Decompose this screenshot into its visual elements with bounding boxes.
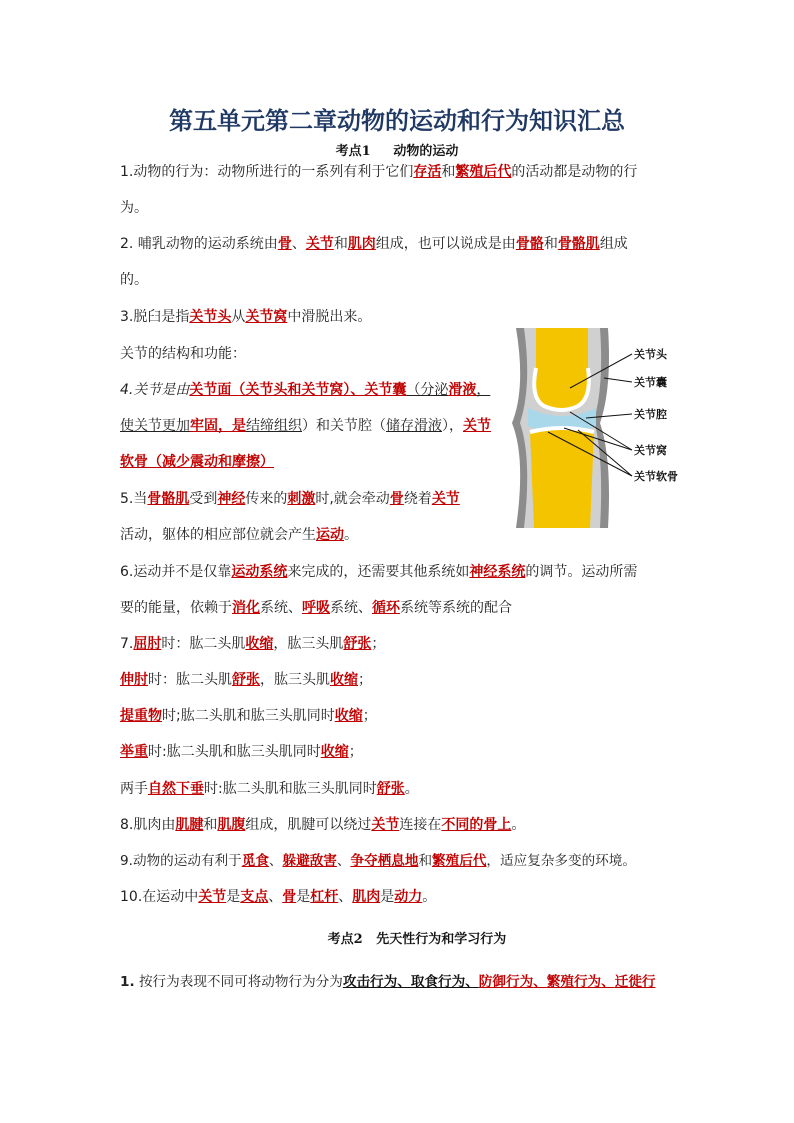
text-run: 繁殖后代 <box>455 164 512 180</box>
text-run: 组成，肌腱可以绕过 <box>245 817 372 833</box>
text-run: 的调节。运动所需 <box>525 564 638 580</box>
text-run: 软骨（减少震动和摩擦） <box>120 454 274 470</box>
paragraph-2-line-1 <box>120 234 628 254</box>
text-run: 储存滑液 <box>386 418 442 434</box>
text-run: 攻击行为 <box>342 974 398 990</box>
text-run: 骨 <box>277 236 292 252</box>
text-run: 骨骼 <box>515 236 544 252</box>
text-run: ，肱三头肌 <box>260 672 330 688</box>
text-run: 运动 <box>316 527 344 543</box>
text-run: 、 <box>268 889 283 905</box>
paragraph-3 <box>120 307 371 327</box>
text-run: 为。 <box>120 200 148 216</box>
text-run: 骨骼肌 <box>557 236 600 252</box>
text-run: 骨 <box>389 491 404 507</box>
text-run: ； <box>348 744 363 760</box>
section-name: 动物的运动 <box>393 144 459 159</box>
text-run: 关节头 <box>189 309 232 325</box>
text-run: 自然下垂 <box>148 781 204 797</box>
text-run: 2. 哺乳动物的运动系统由 <box>120 236 278 252</box>
section-label: 考点1 <box>335 144 371 159</box>
text-run: 组成 <box>599 236 628 252</box>
text-run: 系统、 <box>260 600 302 616</box>
text-run: ； <box>371 636 386 652</box>
text-run: 觅食 <box>241 853 269 869</box>
text-run: 6.运动并不是仅靠 <box>120 564 232 580</box>
text-run: 舒张 <box>232 672 260 688</box>
text-run: 、 <box>336 853 351 869</box>
paragraph-5-line-1 <box>120 489 460 509</box>
text-run: 。 <box>344 527 358 543</box>
text-run: 运动系统 <box>231 564 288 580</box>
paragraph-4-line-2 <box>120 416 491 436</box>
question-1 <box>120 972 656 992</box>
section-name: 先天性行为和学习行为 <box>376 932 507 947</box>
text-run: 肌肉 <box>352 889 381 905</box>
paragraph-10 <box>120 887 436 907</box>
text-run: 。 <box>511 817 526 833</box>
paragraph-1-line-1 <box>120 162 637 182</box>
label-joint-capsule: 关节囊 <box>634 376 667 389</box>
text-run: 收缩 <box>334 708 363 724</box>
text-run: ； <box>362 708 377 724</box>
text-run: 舒张 <box>376 781 405 797</box>
text-run: ）和关节腔（ <box>302 418 386 434</box>
text-run: 和 <box>203 817 218 833</box>
text-run: 存活 <box>413 164 442 180</box>
paragraph-7-extend <box>120 670 372 690</box>
text-run: 的活动都是动物的行 <box>511 164 638 180</box>
text-run: 时;肱二头肌和肱三头肌同时 <box>162 708 335 724</box>
text-run: 5.当 <box>120 491 148 507</box>
text-run: 连接在 <box>399 817 442 833</box>
text-run: 肌腱 <box>175 817 204 833</box>
text-run: 举重 <box>120 744 148 760</box>
label-joint-cartilage: 关节软骨 <box>634 470 678 483</box>
page-title: 第五单元第二章动物的运动和行为知识汇总 <box>169 107 625 135</box>
text-run: 传来的 <box>245 491 288 507</box>
paragraph-7-weightlift <box>120 742 363 762</box>
text-run: 、 <box>291 236 306 252</box>
text-run: 绕着 <box>403 491 432 507</box>
bone-lower <box>530 428 594 528</box>
text-run: 1. <box>120 974 135 990</box>
paragraph-7-lift <box>120 706 377 726</box>
text-run: 神经 <box>217 491 246 507</box>
text-run: 骨 <box>282 889 297 905</box>
text-run: 关节 <box>305 236 334 252</box>
text-run: 收缩 <box>320 744 349 760</box>
text-run: 要的能量，依赖于 <box>120 600 232 616</box>
text-run: 7. <box>120 636 134 652</box>
text-run: 、 <box>601 974 615 990</box>
text-run: 不同的骨上 <box>441 817 512 833</box>
paragraph-4-line-1 <box>120 380 490 400</box>
text-run: 、 <box>350 382 365 398</box>
text-run: 两手 <box>120 781 148 797</box>
paragraph-4-line-3 <box>120 452 274 472</box>
joint-structure-heading <box>120 344 246 364</box>
text-run: 牢固，是 <box>190 418 246 434</box>
text-run: 系统、 <box>330 600 372 616</box>
label-joint-cavity: 关节腔 <box>634 408 667 421</box>
section-heading-2 <box>0 928 794 947</box>
text-run: 10.在运动中 <box>120 889 199 905</box>
text-run: 的。 <box>120 272 148 288</box>
paragraph-7-hang <box>120 779 419 799</box>
text-run: 防御行为 <box>478 974 534 990</box>
text-run: 关节囊 <box>364 382 407 398</box>
text-run: 时：肱二头肌 <box>161 636 246 652</box>
text-run: 中滑脱出来。 <box>287 309 372 325</box>
text-run: 8.肌肉由 <box>120 817 176 833</box>
text-run: 神经系统 <box>469 564 526 580</box>
text-run: 、 <box>268 853 283 869</box>
text-run: ， <box>476 382 491 398</box>
text-run: 使关节更加 <box>120 418 190 434</box>
text-run: 组成，也可以说成是由 <box>375 236 516 252</box>
text-run: 、 <box>338 889 353 905</box>
text-run: 消化 <box>232 600 260 616</box>
text-run: 活动，躯体的相应部位就会产生 <box>120 527 316 543</box>
text-run: 1.动物的行为：动物所进行的一系列有利于它们 <box>120 164 414 180</box>
text-run: 繁殖后代 <box>432 853 487 869</box>
knee-joint-diagram <box>508 328 688 528</box>
text-run: ，适应复杂多变的环境。 <box>486 853 636 869</box>
text-run: 呼吸 <box>302 600 330 616</box>
text-run: 滑液 <box>448 382 477 398</box>
text-run: 舒张 <box>343 636 372 652</box>
text-run: 是 <box>296 889 311 905</box>
text-run: 3.脱臼是指 <box>120 309 190 325</box>
bone-upper <box>534 328 589 410</box>
paragraph-9 <box>120 851 636 871</box>
paragraph-2-line-2 <box>120 270 148 290</box>
text-run: 按行为表现不同可将动物行为分为 <box>138 974 343 990</box>
text-run: 关节面（关节头和关节窝） <box>189 382 351 398</box>
text-run: 屈肘 <box>133 636 162 652</box>
text-run: 骨骼肌 <box>147 491 190 507</box>
text-run: 争夺栖息地 <box>350 853 419 869</box>
section-label: 考点2 <box>327 932 363 947</box>
text-run: 刺激 <box>287 491 316 507</box>
text-run: 伸肘 <box>120 672 148 688</box>
text-run: 时,就会牵动 <box>315 491 390 507</box>
paragraph-5-line-2 <box>120 525 358 545</box>
paragraph-8 <box>120 815 525 835</box>
paragraph-7-flex <box>120 634 385 654</box>
text-run: 繁殖行为 <box>546 974 602 990</box>
text-run: 时:肱二头肌和肱三头肌同时 <box>148 744 321 760</box>
text-run: 杠杆 <box>310 889 339 905</box>
text-run: 和 <box>418 853 433 869</box>
text-run: 来完成的，还需要其他系统如 <box>287 564 470 580</box>
text-run: 和 <box>333 236 348 252</box>
text-run: ）， <box>442 418 463 434</box>
text-run: 4.关节是由 <box>120 382 190 398</box>
text-run: 关节 <box>371 817 400 833</box>
text-run: 和 <box>441 164 456 180</box>
text-run: 动力 <box>394 889 423 905</box>
text-run: 关节 <box>431 491 460 507</box>
text-run: 支点 <box>240 889 269 905</box>
text-run: （分泌 <box>406 382 449 398</box>
label-joint-socket: 关节窝 <box>634 444 667 457</box>
text-run: 收缩 <box>245 636 274 652</box>
paragraph-6-line-2 <box>120 598 512 618</box>
text-run: 肌腹 <box>217 817 246 833</box>
text-run: 和 <box>543 236 558 252</box>
text-run: 、 <box>533 974 547 990</box>
text-run: 肌肉 <box>347 236 376 252</box>
paragraph-6-line-1 <box>120 562 637 582</box>
text-run: 关节 <box>198 889 227 905</box>
text-run: 系统等系统的配合 <box>400 600 512 616</box>
section-heading-1 <box>0 140 794 159</box>
text-run: 循环 <box>372 600 400 616</box>
text-run: 9.动物的运动有利于 <box>120 853 242 869</box>
text-run: 。 <box>404 781 419 797</box>
text-run: 关节的结构和功能： <box>120 346 246 362</box>
text-run: 躲避敌害 <box>282 853 337 869</box>
text-run: 是 <box>380 889 395 905</box>
text-run: 是 <box>226 889 241 905</box>
text-run: 时:肱二头肌和肱三头肌同时 <box>204 781 377 797</box>
text-run: 迁徙行 <box>614 974 656 990</box>
text-run: 、取食行为、 <box>397 974 479 990</box>
text-run: 受到 <box>189 491 218 507</box>
text-run: 关节 <box>463 418 491 434</box>
text-run: 提重物 <box>120 708 162 724</box>
text-run: 时：肱二头肌 <box>148 672 232 688</box>
text-run: ； <box>358 672 372 688</box>
text-run: 从 <box>231 309 246 325</box>
text-run: 。 <box>422 889 437 905</box>
text-run: 收缩 <box>330 672 358 688</box>
text-run: 结缔组织 <box>246 418 302 434</box>
text-run: 关节窝 <box>245 309 288 325</box>
text-run: ，肱三头肌 <box>273 636 344 652</box>
paragraph-1-line-2 <box>120 198 148 218</box>
label-joint-head: 关节头 <box>634 348 667 361</box>
